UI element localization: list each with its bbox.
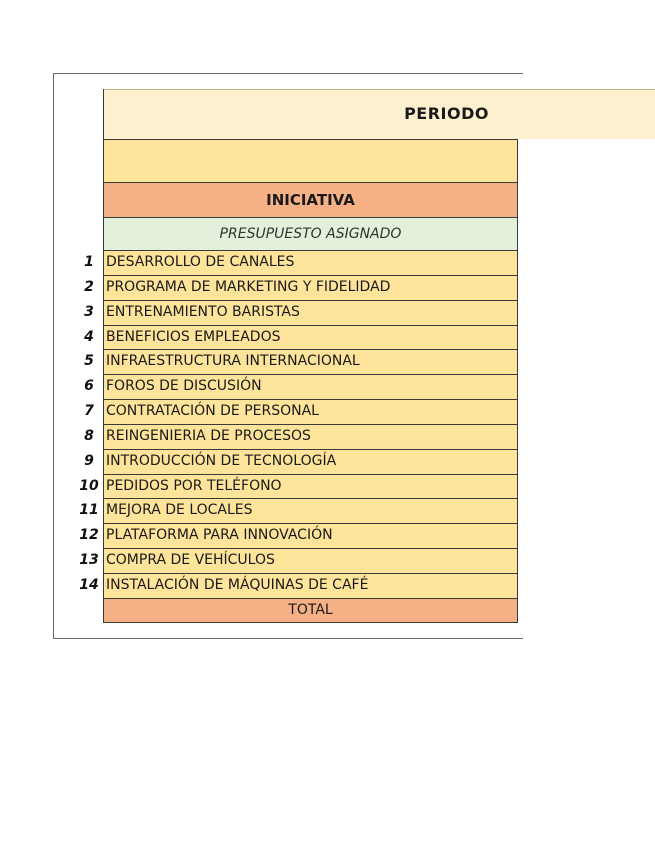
- row-number-text: 14: [79, 576, 99, 593]
- table-row: [65, 374, 518, 399]
- row-number: [65, 424, 103, 449]
- table-row: [65, 449, 518, 474]
- table-row: [65, 523, 518, 548]
- table-row: [65, 300, 518, 325]
- row-number: [65, 523, 103, 548]
- row-number: [65, 498, 103, 523]
- table-row: [65, 399, 518, 424]
- initiative-label: INFRAESTRUCTURA INTERNACIONAL: [103, 349, 518, 374]
- row-number-text: 7: [84, 403, 94, 420]
- row-number: [65, 325, 103, 350]
- row-number: [65, 474, 103, 499]
- table-row: [65, 275, 518, 300]
- row-number: [65, 399, 103, 424]
- blank-header-cell: [103, 139, 518, 182]
- table-row: [65, 349, 518, 374]
- row-number-text: 11: [79, 502, 99, 519]
- row-number: [65, 548, 103, 573]
- initiative-label: INTRODUCCIÓN DE TECNOLOGÍA: [103, 449, 518, 474]
- row-number-text: 10: [79, 477, 99, 494]
- row-number-text: 5: [84, 353, 94, 370]
- initiative-label: DESARROLLO DE CANALES: [103, 250, 518, 275]
- row-number: [65, 250, 103, 275]
- row-number-text: 6: [84, 378, 94, 395]
- presupuesto-header: PRESUPUESTO ASIGNADO: [103, 217, 518, 250]
- row-number: [65, 275, 103, 300]
- row-number-text: 12: [79, 527, 99, 544]
- row-number-text: 13: [79, 552, 99, 569]
- initiative-label: PROGRAMA DE MARKETING Y FIDELIDAD: [103, 275, 518, 300]
- table-row: [65, 498, 518, 523]
- row-number-text: 4: [84, 328, 94, 345]
- initiative-label: MEJORA DE LOCALES: [103, 498, 518, 523]
- initiative-label: PEDIDOS POR TELÉFONO: [103, 474, 518, 499]
- table-row: [65, 325, 518, 350]
- total-row: TOTAL: [103, 598, 518, 623]
- row-number: [65, 374, 103, 399]
- table-row: [65, 548, 518, 573]
- initiative-label: ENTRENAMIENTO BARISTAS: [103, 300, 518, 325]
- table-row: [65, 250, 518, 275]
- row-number-text: 2: [84, 278, 94, 295]
- initiative-list: [65, 250, 518, 598]
- table-row: [65, 424, 518, 449]
- row-number-text: 1: [84, 254, 94, 270]
- row-number-text: 3: [84, 303, 94, 320]
- initiative-label: PLATAFORMA PARA INNOVACIÓN: [103, 523, 518, 548]
- initiative-label: INSTALACIÓN DE MÁQUINAS DE CAFÉ: [103, 573, 518, 598]
- row-number: [65, 573, 103, 598]
- row-number: [65, 300, 103, 325]
- initiative-label: CONTRATACIÓN DE PERSONAL: [103, 399, 518, 424]
- row-number-text: 8: [84, 427, 94, 444]
- initiative-label: COMPRA DE VEHÍCULOS: [103, 548, 518, 573]
- row-number: [65, 449, 103, 474]
- table-row: [65, 573, 518, 598]
- iniciativa-header: INICIATIVA: [103, 182, 518, 217]
- table-row: [65, 474, 518, 499]
- row-number: [65, 349, 103, 374]
- initiative-label: REINGENIERIA DE PROCESOS: [103, 424, 518, 449]
- initiative-label: FOROS DE DISCUSIÓN: [103, 374, 518, 399]
- period-label: PERIODO: [404, 104, 489, 123]
- initiative-label: BENEFICIOS EMPLEADOS: [103, 325, 518, 350]
- row-number-text: 9: [84, 452, 94, 469]
